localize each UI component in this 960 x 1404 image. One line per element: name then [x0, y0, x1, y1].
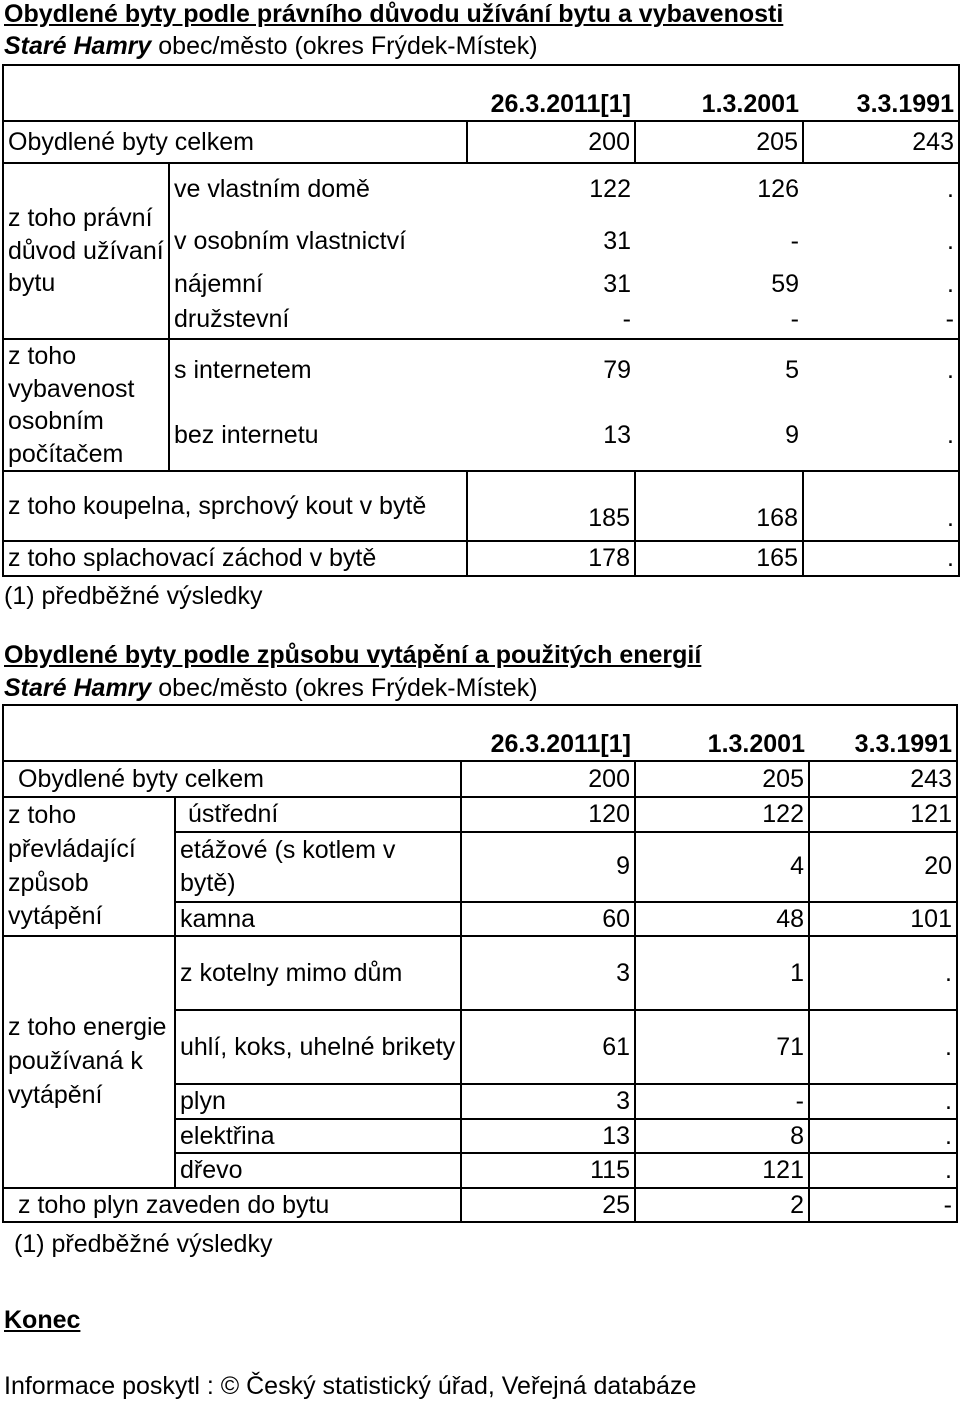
table2-cell: 101 [809, 902, 957, 937]
table1-cell: . [803, 400, 959, 471]
table1-cell: . [803, 163, 959, 215]
table1-cell: 9 [635, 400, 803, 471]
table1-cell: 59 [771, 269, 799, 298]
table2-cell: 61 [461, 1010, 635, 1084]
table1-group2-label: z toho vybavenost osobním počítačem [3, 339, 169, 471]
table2-cell: 243 [809, 761, 957, 797]
table1-cell: 185 [467, 471, 635, 541]
table1-cell: . [803, 215, 959, 267]
table1-cell: 79 [603, 355, 631, 384]
table2-cell: 9 [461, 832, 635, 902]
table2-cell: 13 [461, 1119, 635, 1154]
table1-row-label: nájemní [174, 269, 263, 298]
table1-header-2001: 1.3.2001 [635, 65, 803, 121]
table2-subtitle [4, 676, 538, 701]
table2-cell: 115 [461, 1153, 635, 1188]
table2-row-label: uhlí, koks, uhelné brikety [175, 1010, 461, 1084]
table2-cell: 122 [635, 797, 809, 832]
table2-title: Obydlené byty podle způsobu vytápění a použitých energií [4, 641, 702, 669]
table1-cell: 168 [635, 471, 803, 541]
table1-region: obec/město (okres Frýdek-Místek) [151, 32, 538, 60]
table2-place: Staré Hamry [4, 674, 152, 702]
table1-wc-label: z toho splachovací záchod v bytě [3, 541, 467, 576]
table1-cell: 178 [467, 541, 635, 576]
table1-row-label: s internetem [174, 355, 312, 384]
table1-row-label: v osobním vlastnictví [174, 226, 407, 255]
table2-row-label: z kotelny mimo dům [175, 936, 461, 1010]
table1 [2, 64, 960, 577]
table2-cell: 71 [635, 1010, 809, 1084]
table2-cell: . [809, 1153, 957, 1188]
table2-cell: . [809, 1010, 957, 1084]
table1-cell: - [467, 301, 635, 339]
table2-row-label: etážové (s kotlem v bytě) [175, 832, 461, 902]
table2-cell: . [809, 1084, 957, 1119]
table1-header-1991: 3.3.1991 [803, 65, 959, 121]
table1-bath-label [3, 471, 467, 541]
table2-total-label: Obydlené byty celkem [3, 761, 461, 797]
table1-subtitle [4, 34, 538, 59]
table1-cell: 165 [635, 541, 803, 576]
table2-cell: 3 [461, 1084, 635, 1119]
table1-row-wc [3, 541, 959, 576]
table1-cell: - [803, 301, 959, 339]
table1-cell: . [803, 339, 959, 400]
table1-total-label: Obydlené byty celkem [3, 121, 467, 163]
table2-row-label: ústřední [175, 797, 461, 832]
table1-cell: . [803, 267, 959, 301]
table1-row-total [3, 121, 959, 163]
table2-cell: - [809, 1188, 957, 1223]
table1-cell: 122 [467, 163, 635, 215]
table2-note: (1) předběžné výsledky [14, 1230, 273, 1258]
table1-cell: - [635, 301, 803, 339]
table1-row [3, 163, 959, 215]
table2-cell: 8 [635, 1119, 809, 1154]
table2-row-label: dřevo [175, 1153, 461, 1188]
table2-cell: 60 [461, 902, 635, 937]
table2-region: obec/město (okres Frýdek-Místek) [151, 674, 538, 702]
table1-cell: 5 [785, 355, 799, 384]
table2-cell: . [809, 1119, 957, 1154]
table2-row-label: plyn [175, 1084, 461, 1119]
table1-cell: 31 [603, 226, 631, 255]
table2-cell: 4 [635, 832, 809, 902]
table1-cell: 31 [603, 269, 631, 298]
table2-cell: 205 [635, 761, 809, 797]
table2-cell: 121 [809, 797, 957, 832]
table2-cell: 20 [809, 832, 957, 902]
table1-header-row [3, 65, 959, 121]
table2-row-total [3, 761, 957, 797]
table2-gas-label: z toho plyn zaveden do bytu [3, 1188, 461, 1223]
table1-row-label: ve vlastním domě [169, 163, 467, 215]
end-link[interactable]: Konec [4, 1306, 81, 1334]
table1-note: (1) předběžné výsledky [4, 582, 263, 610]
table2-cell: 25 [461, 1188, 635, 1223]
table1-header-2011: 26.3.2011[1] [467, 65, 635, 121]
table1-place: Staré Hamry [4, 32, 152, 60]
table1-cell: 13 [467, 400, 635, 471]
table2-header-1991: 3.3.1991 [809, 705, 957, 761]
table1-cell: 200 [467, 121, 635, 163]
table1-group1-label: z toho právní důvod užívaní bytu [3, 163, 169, 339]
table1-cell: . [803, 541, 959, 576]
table1-row-label: bez internetu [169, 400, 467, 471]
table2-cell: - [635, 1084, 809, 1119]
table1-title: Obydlené byty podle právního důvodu užívání bytu a vybavenosti [4, 0, 784, 28]
table2-row [3, 936, 957, 1010]
table2-group1-label: z toho převládající způsob vytápění [3, 797, 175, 936]
table2-header-2011: 26.3.2011[1] [461, 705, 635, 761]
table1-cell: - [790, 226, 799, 255]
table2-row-gas [3, 1188, 957, 1223]
table2-cell: 3 [461, 936, 635, 1010]
table1-cell: 205 [635, 121, 803, 163]
table1-row-bath [3, 471, 959, 541]
table1-cell: 243 [803, 121, 959, 163]
table2-group2-label: z toho energie používaná k vytápění [3, 936, 175, 1188]
table1-cell: . [803, 471, 959, 541]
table2-cell: 2 [635, 1188, 809, 1223]
table2 [2, 704, 958, 1223]
table2-header-row [3, 705, 957, 761]
table2-row-label: elektřina [175, 1119, 461, 1154]
table2-cell: 200 [461, 761, 635, 797]
table2-cell: 48 [635, 902, 809, 937]
table2-cell: . [809, 936, 957, 1010]
table2-cell: 1 [635, 936, 809, 1010]
table1-cell: 126 [635, 163, 803, 215]
source-info: Informace poskytl : © Český statistický úřad, Veřejná databáze [4, 1372, 697, 1400]
table2-header-2001: 1.3.2001 [635, 705, 809, 761]
table2-cell: 121 [635, 1153, 809, 1188]
table2-row [3, 797, 957, 832]
table1-row [3, 339, 959, 400]
table2-row-label: kamna [175, 902, 461, 937]
table2-cell: 120 [461, 797, 635, 832]
table1-bath-text: z toho koupelna, sprchový kout v bytě [8, 491, 427, 520]
table1-row-label: družstevní [169, 301, 467, 339]
